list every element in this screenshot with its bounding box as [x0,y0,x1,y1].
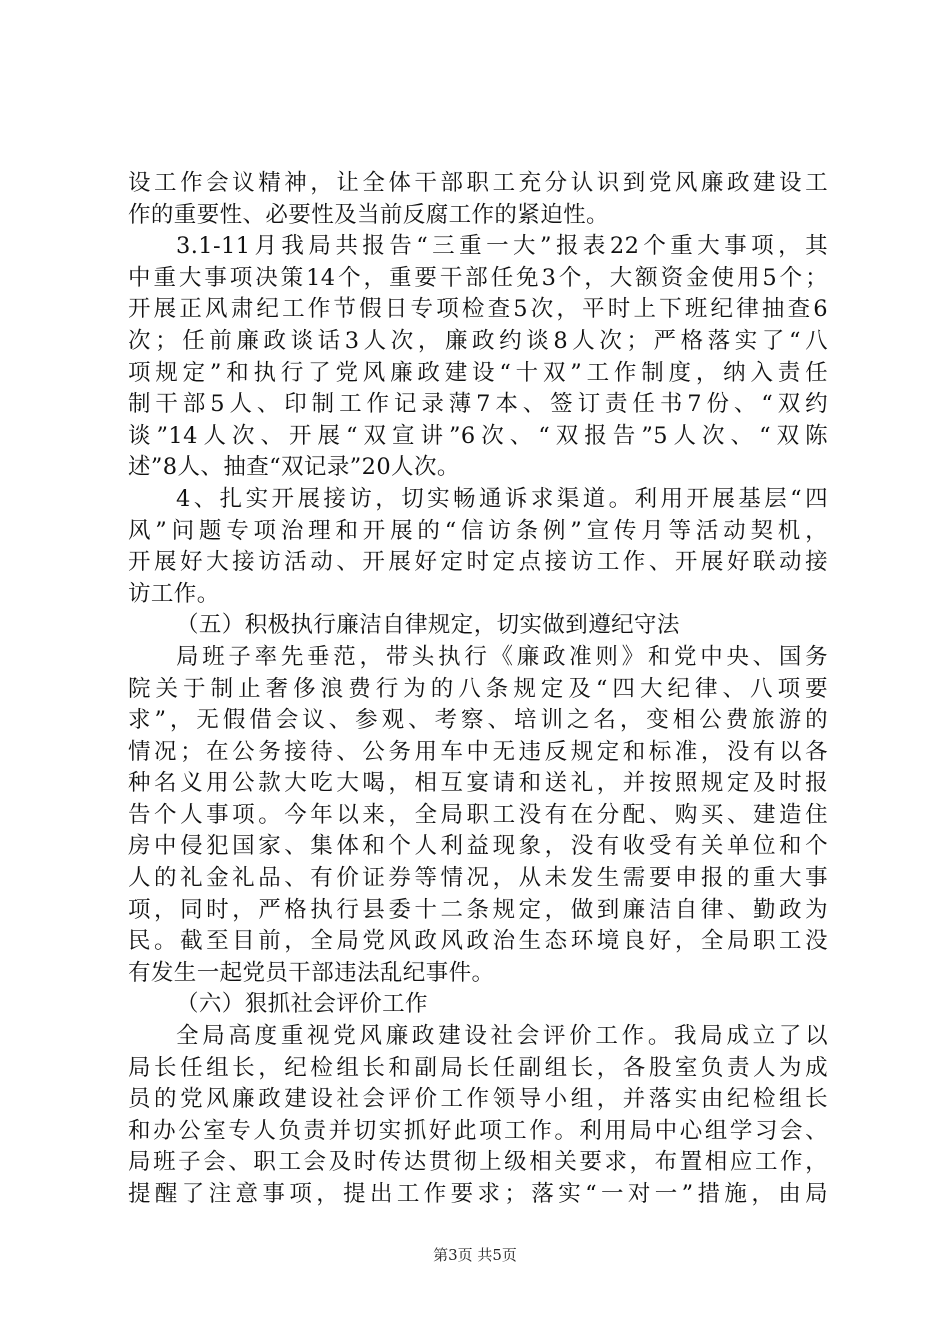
text-line: 种名义用公款大吃大喝，相互宴请和送礼，并按照规定及时报 [128,770,828,797]
text-line: 开展好大接访活动、开展好定时定点接访工作、开展好联动接 [128,549,828,576]
text-line: 全局高度重视党风廉政建设社会评价工作。我局成立了以 [176,1023,828,1050]
text-line: 制干部5人、印制工作记录薄7本、签订责任书7份、“双约 [128,391,828,418]
text-line: 局长任组长，纪检组长和副局长任副组长，各股室负责人为成 [128,1054,828,1081]
text-line: 提醒了注意事项，提出工作要求；落实“一对一”措施，由局 [128,1181,828,1207]
text-line: 谈”14人次、开展“双宣讲”6次、“双报告”5人次、“双陈 [128,422,828,449]
text-line: 中重大事项决策14个，重要干部任免3个，大额资金使用5个； [128,264,828,291]
text-line: 和办公室专人负责并切实抓好此项工作。利用局中心组学习会、 [128,1117,828,1144]
text-line: 项规定”和执行了党风廉政建设“十双”工作制度，纳入责任 [128,359,828,386]
text-line: 告个人事项。今年以来，全局职工没有在分配、购买、建造住 [128,801,828,828]
text-line: 员的党风廉政建设社会评价工作领导小组，并落实由纪检组长 [128,1086,828,1113]
text-line: 民。截至目前，全局党风政风政治生态环境良好，全局职工没 [128,928,828,955]
text-line: 风”问题专项治理和开展的“信访条例”宣传月等活动契机， [128,517,828,544]
text-line: 3.1-11月我局共报告“三重一大”报表22个重大事项，其 [176,233,828,260]
text-line: 开展正风肃纪工作节假日专项检查5次，平时上下班纪律抽查6 [128,296,828,323]
section-heading: （五）积极执行廉洁自律规定，切实做到遵纪守法 [176,612,680,639]
text-line: 访工作。 [128,580,220,607]
text-line: 局班子率先垂范，带头执行《廉政准则》和党中央、国务 [176,643,828,670]
text-line: 述”8人、抽查“双记录”20人次。 [128,454,460,481]
text-line: 人的礼金礼品、有价证券等情况，从未发生需要申报的重大事 [128,865,828,892]
text-line: 4、扎实开展接访，切实畅通诉求渠道。利用开展基层“四 [176,485,828,512]
text-line: 房中侵犯国家、集体和个人利益现象，没有收受有关单位和个 [128,833,828,860]
text-line: 求”，无假借会议、参观、考察、培训之名，变相公费旅游的 [128,707,828,734]
text-line: 次；任前廉政谈话3人次，廉政约谈8人次；严格落实了“八 [128,327,828,354]
text-line: 局班子会、职工会及时传达贯彻上级相关要求，布置相应工作， [128,1149,828,1176]
text-line: 院关于制止奢侈浪费行为的八条规定及“四大纪律、八项要 [128,675,828,702]
page-number-footer: 第3页 共5页 [433,1246,517,1264]
text-line: 有发生一起党员干部违法乱纪事件。 [128,959,495,986]
text-line: 作的重要性、必要性及当前反腐工作的紧迫性。 [128,201,609,228]
text-line: 项，同时，严格执行县委十二条规定，做到廉洁自律、勤政为 [128,896,828,923]
text-line: 设工作会议精神，让全体干部职工充分认识到党风廉政建设工 [128,170,828,196]
document-body [128,168,828,1211]
section-heading: （六）狠抓社会评价工作 [176,991,428,1018]
text-line: 情况；在公务接待、公务用车中无违反规定和标准，没有以各 [128,738,828,765]
